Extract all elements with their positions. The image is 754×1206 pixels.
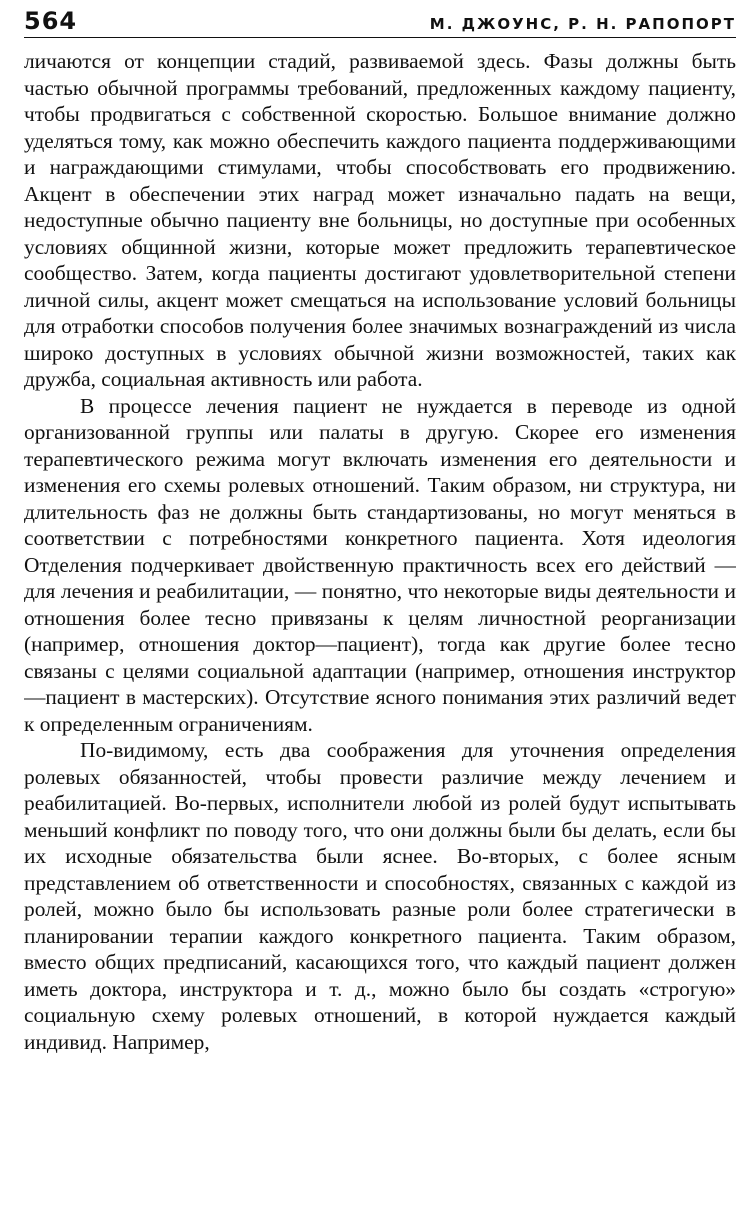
paragraph-role-obligations: По-видимому, есть два соображения для уточнения определения ролевых обязанностей, чтобы провести различие между лечением и реабилитацией. Во-первых, исполнители любой из ролей будут испытывать меньший конфликт по поводу того, что они должны были бы делать, если бы их исходные обязательства были яснее. Во-вторых, с более ясным представлением об ответственности и способностях, связанных с каждой из ролей, можно было бы использовать разные роли более стратегически в планировании терапии каждого конкретного пациента. Таким образом, вместо общих предписаний, касающихся того, что каждый пациент должен иметь доктора, инструктора и т. д., можно было бы создать «строгую» социальную схему ролевых отношений, в которой нуждается каждый индивид. Например, bbox=[24, 738, 736, 1054]
body-text bbox=[24, 48, 736, 1055]
paragraph-continuation: личаются от концепции стадий, развиваемой здесь. Фазы должны быть частью обычной программы требований, предложенных каждому пациенту, чтобы продвигаться с собственной скоростью. Большое внимание должно уделяться тому, как можно обеспечить каждого пациента поддерживающими и награждающими стимулами, чтобы способствовать его продвижению. Акцент в обеспечении этих наград может изначально падать на вещи, недоступные обычно пациенту вне больницы, но доступные при особенных условиях общинной жизни, которые может предложить терапевтическое сообщество. Затем, когда пациенты достигают удовлетворительной степени личной силы, акцент может смещаться на использование условий больницы для отработки способов получения более значимых вознаграждений из числа широко доступных в условиях обычной жизни возможностей, таких как дружба, социальная активность или работа. bbox=[24, 49, 736, 391]
running-title: М. ДЖОУНС, Р. Н. РАПОПОРТ bbox=[429, 15, 736, 33]
book-page bbox=[24, 8, 736, 1198]
running-head bbox=[24, 8, 736, 38]
paragraph-treatment-process: В процессе лечения пациент не нуждается в переводе из одной организованной группы или палаты в другую. Скорее его изменения терапевтического режима могут включать изменения его деятельности и изменения его схемы ролевых отношений. Таким образом, ни структура, ни длительность фаз не должны быть стандартизованы, но могут меняться в соответствии с потребностями конкретного пациента. Хотя идеология Отделения подчеркивает двойственную практичность всех его действий — для лечения и реабилитации, — понятно, что некоторые виды деятельности и отношения более тесно привязаны к целям личностной реорганизации (например, отношения доктор—пациент), тогда как другие более тесно связаны с целями социальной адаптации (например, отношения инструктор—пациент в мастерских). Отсутствие ясного понимания этих различий ведет к определенным ограничениям. bbox=[24, 393, 736, 736]
page-number: 564 bbox=[24, 8, 78, 35]
